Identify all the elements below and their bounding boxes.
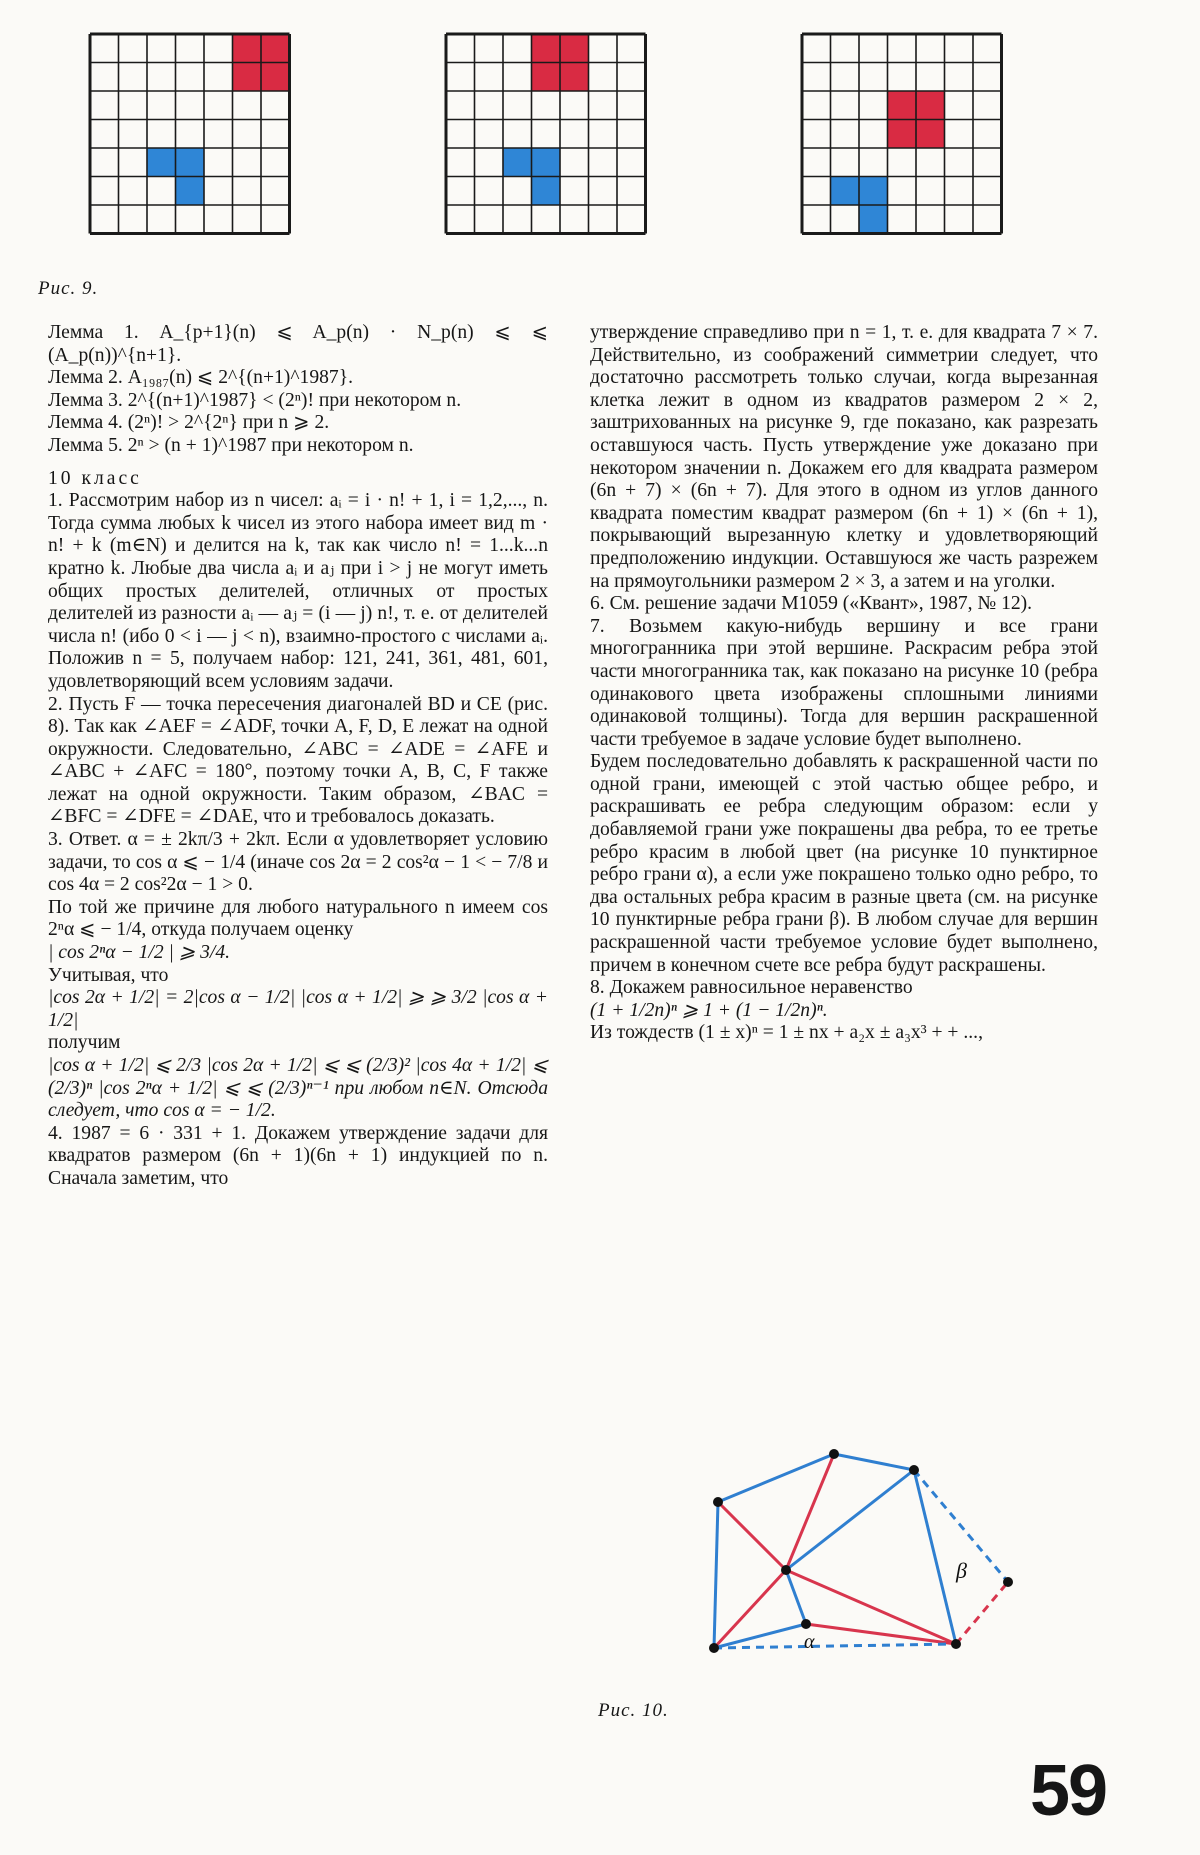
blue-cell xyxy=(859,177,888,206)
red-cell xyxy=(888,91,917,120)
fig9-caption: Рис. 9. xyxy=(38,278,99,299)
lemma-2: Лемма 2. A₁₉₈₇(n) ⩽ 2^{(n+1)^1987}. xyxy=(48,367,354,389)
blue-cell xyxy=(176,148,205,177)
red-cell xyxy=(560,63,589,92)
lemma-4: Лемма 4. (2ⁿ)! > 2^{2ⁿ} при n ⩾ 2. xyxy=(48,412,330,434)
blue-cell xyxy=(147,148,176,177)
edge-blue xyxy=(714,1502,718,1648)
red-cell xyxy=(916,120,945,149)
red-cell xyxy=(888,120,917,149)
solution-4-continued: утверждение справедливо при n = 1, т. е. для квадрата 7 × 7. Действительно, из соображений симметрии следует, что достаточно рассмотреть только случаи, когда вырезанная клетка лежит в одном из квадратов размером 2 × 2, заштрихованных на рисунке 9, где показано, как разрезать оставшуюся часть. Пусть утверждение уже доказано при некотором значении n. Докажем его для квадрата размером (6n + 7) × (6n + 7). Для этого в одном из углов данного квадрата поместим квадрат размером (6n + 1) × (6n + 1), покрывающий вырезанную клетку и удовлетворяющий предположению индукции. Оставшуюся же часть разрежем на прямоугольники размером 2 × 3, а затем и на уголки. xyxy=(590,322,1098,592)
blue-cell xyxy=(532,177,561,206)
solution-2: 2. Пусть F — точка пересечения диагоналей BD и CE (рис. 8). Так как ∠AEF = ∠ADF, точки A, F, D, E лежат на одной окружности. Следовательно, ∠ABC = ∠ADE = ∠AFE и ∠ABC + ∠AFC = 180°, поэтому точки A, B, C, F также лежат на одной окружности. Таким образом, ∠BAC = ∠BFC = ∠DFE = ∠DAE, что и требовалось доказать. xyxy=(48,693,548,828)
edge-red xyxy=(714,1570,786,1648)
solution-3-get: получим xyxy=(48,1032,121,1054)
left-column xyxy=(48,322,548,1191)
equation-2: |cos 2α + 1/2| = 2|cos α − 1/2| |cos α + 1/2| ⩾ ⩾ 3/2 |cos α + 1/2| xyxy=(48,987,548,1031)
vertex xyxy=(909,1465,919,1475)
red-cell xyxy=(261,63,290,92)
solution-4: 4. 1987 = 6 · 331 + 1. Докажем утверждение задачи для квадратов размером (6n + 1)(6n + 1) индукцией по n. Сначала заметим, что xyxy=(48,1122,548,1189)
blue-cell xyxy=(176,177,205,206)
vertex xyxy=(801,1619,811,1629)
red-cell xyxy=(532,63,561,92)
fig10-caption: Рис. 10. xyxy=(598,1700,669,1721)
edge-blue xyxy=(714,1624,806,1648)
solution-6: 6. См. решение задачи М1059 («Квант», 1987, № 12). xyxy=(590,593,1033,615)
lemma-1: Лемма 1. A_{p+1}(n) ⩽ A_p(n) · N_p(n) ⩽ ⩽ (A_p(n))^{n+1}. xyxy=(48,322,548,366)
red-cell xyxy=(560,34,589,63)
vertex xyxy=(781,1565,791,1575)
solution-1: 1. Рассмотрим набор из n чисел: aᵢ = i · n! + 1, i = 1,2,..., n. Тогда сумма любых k чисел из этого набора имеет вид m · n! + k (m∈N) и делится на k, так как число n! = 1...k...n кратно k. Любые два числа aᵢ и aⱼ при i > j не могут иметь общих простых делителей, отличных от простых делителей из разности aᵢ — aⱼ = (i — j) n!, т. е. от делителей числа n! (ибо 0 < i — j < n), взаимно-простого с числами aᵢ. Положив n = 5, получаем набор: 121, 241, 361, 481, 601, удовлетворяющий всем условиям задачи. xyxy=(48,490,548,692)
solution-8: 8. Докажем равносильное неравенство xyxy=(590,977,913,999)
solution-7: 7. Возьмем какую-нибудь вершину и все грани многогранника при этой вершине. Раскрасим ребра этой части многогранника так, как показано на рисунке 10 (ребра одинакового цвета изображены сплошными линиями одинаковой толщины). Тогда для вершин раскрашенной части требуемое в задаче условие будет выполнено. xyxy=(590,615,1098,750)
vertex xyxy=(713,1497,723,1507)
red-cell xyxy=(233,34,262,63)
solution-3-continue: По той же причине для любого натурального n имеем cos 2ⁿα ⩽ − 1/4, откуда получаем оценку xyxy=(48,896,548,941)
page-number: 59 xyxy=(1030,1751,1107,1831)
equation-8: (1 + 1/2n)ⁿ ⩾ 1 + (1 − 1/2n)ⁿ. xyxy=(590,999,828,1021)
solution-3-text: 3. Ответ. α = ± 2kπ/3 + 2kπ. Если α удовлетворяет условию задачи, то cos α ⩽ − 1/4 (иначе cos 2α = 2 cos²α − 1 < − 7/8 и cos 4α = 2 cos²2α − 1 > 0. xyxy=(48,829,548,896)
equation-3: |cos α + 1/2| ⩽ 2/3 |cos 2α + 1/2| ⩽ ⩽ (2/3)² |cos 4α + 1/2| ⩽ (2/3)ⁿ |cos 2ⁿα + 1/2| ⩽ ⩽ (2/3)ⁿ⁻¹ при любом n∈N. Отсюда следует, что cos α = − 1/2. xyxy=(48,1055,548,1122)
vertex xyxy=(829,1449,839,1459)
face-beta-label: β xyxy=(956,1558,967,1583)
grade-heading: 10 класс xyxy=(48,467,142,489)
red-cell xyxy=(261,34,290,63)
edge-dashed-red xyxy=(956,1582,1008,1644)
vertex xyxy=(951,1639,961,1649)
vertex xyxy=(709,1643,719,1653)
lemma-3: Лемма 3. 2^{(n+1)^1987} < (2ⁿ)! при некотором n. xyxy=(48,389,462,411)
edge-dashed-blue xyxy=(714,1644,956,1648)
blue-cell xyxy=(831,177,860,206)
fig10-diagram xyxy=(690,1410,1030,1685)
solution-3-note: Учитывая, что xyxy=(48,964,169,986)
right-column xyxy=(590,322,1098,1045)
solution-7-continued: Будем последовательно добавлять к раскрашенной части по одной грани, имеющей с этой частью общее ребро, и раскрашивать ее ребра следующим образом: если у добавляемой грани уже покрашены два ребра, то ее третье ребро красим в любой цвет (на рисунке 10 пунктирное ребро грани α), а если уже покрашено только одно ребро, то два остальных ребра красим в разные цвета (см. на рисунке 10 пунктирные ребра грани β). В любом случае для вершин раскрашенной части требуемое условие будет выполнено, причем в конечном счете все ребра будут раскрашены. xyxy=(590,751,1098,976)
red-cell xyxy=(532,34,561,63)
fig9-grid-2 xyxy=(444,32,688,276)
blue-cell xyxy=(859,205,888,234)
lemma-5: Лемма 5. 2ⁿ > (n + 1)^1987 при некотором n. xyxy=(48,434,414,456)
equation-1: | cos 2ⁿα − 1/2 | ⩾ 3/4. xyxy=(48,942,231,964)
solution-8-continued: Из тождеств (1 ± x)ⁿ = 1 ± nx + a₂x ± a₃x³ + + ..., xyxy=(590,1022,983,1044)
edge-blue xyxy=(834,1454,914,1470)
fig9-grid-3 xyxy=(800,32,1044,276)
blue-cell xyxy=(503,148,532,177)
red-cell xyxy=(233,63,262,92)
red-cell xyxy=(916,91,945,120)
blue-cell xyxy=(532,148,561,177)
vertex xyxy=(1003,1577,1013,1587)
edge-red xyxy=(718,1502,786,1570)
fig9-grid-1 xyxy=(88,32,332,276)
face-alpha-label: α xyxy=(804,1631,815,1653)
